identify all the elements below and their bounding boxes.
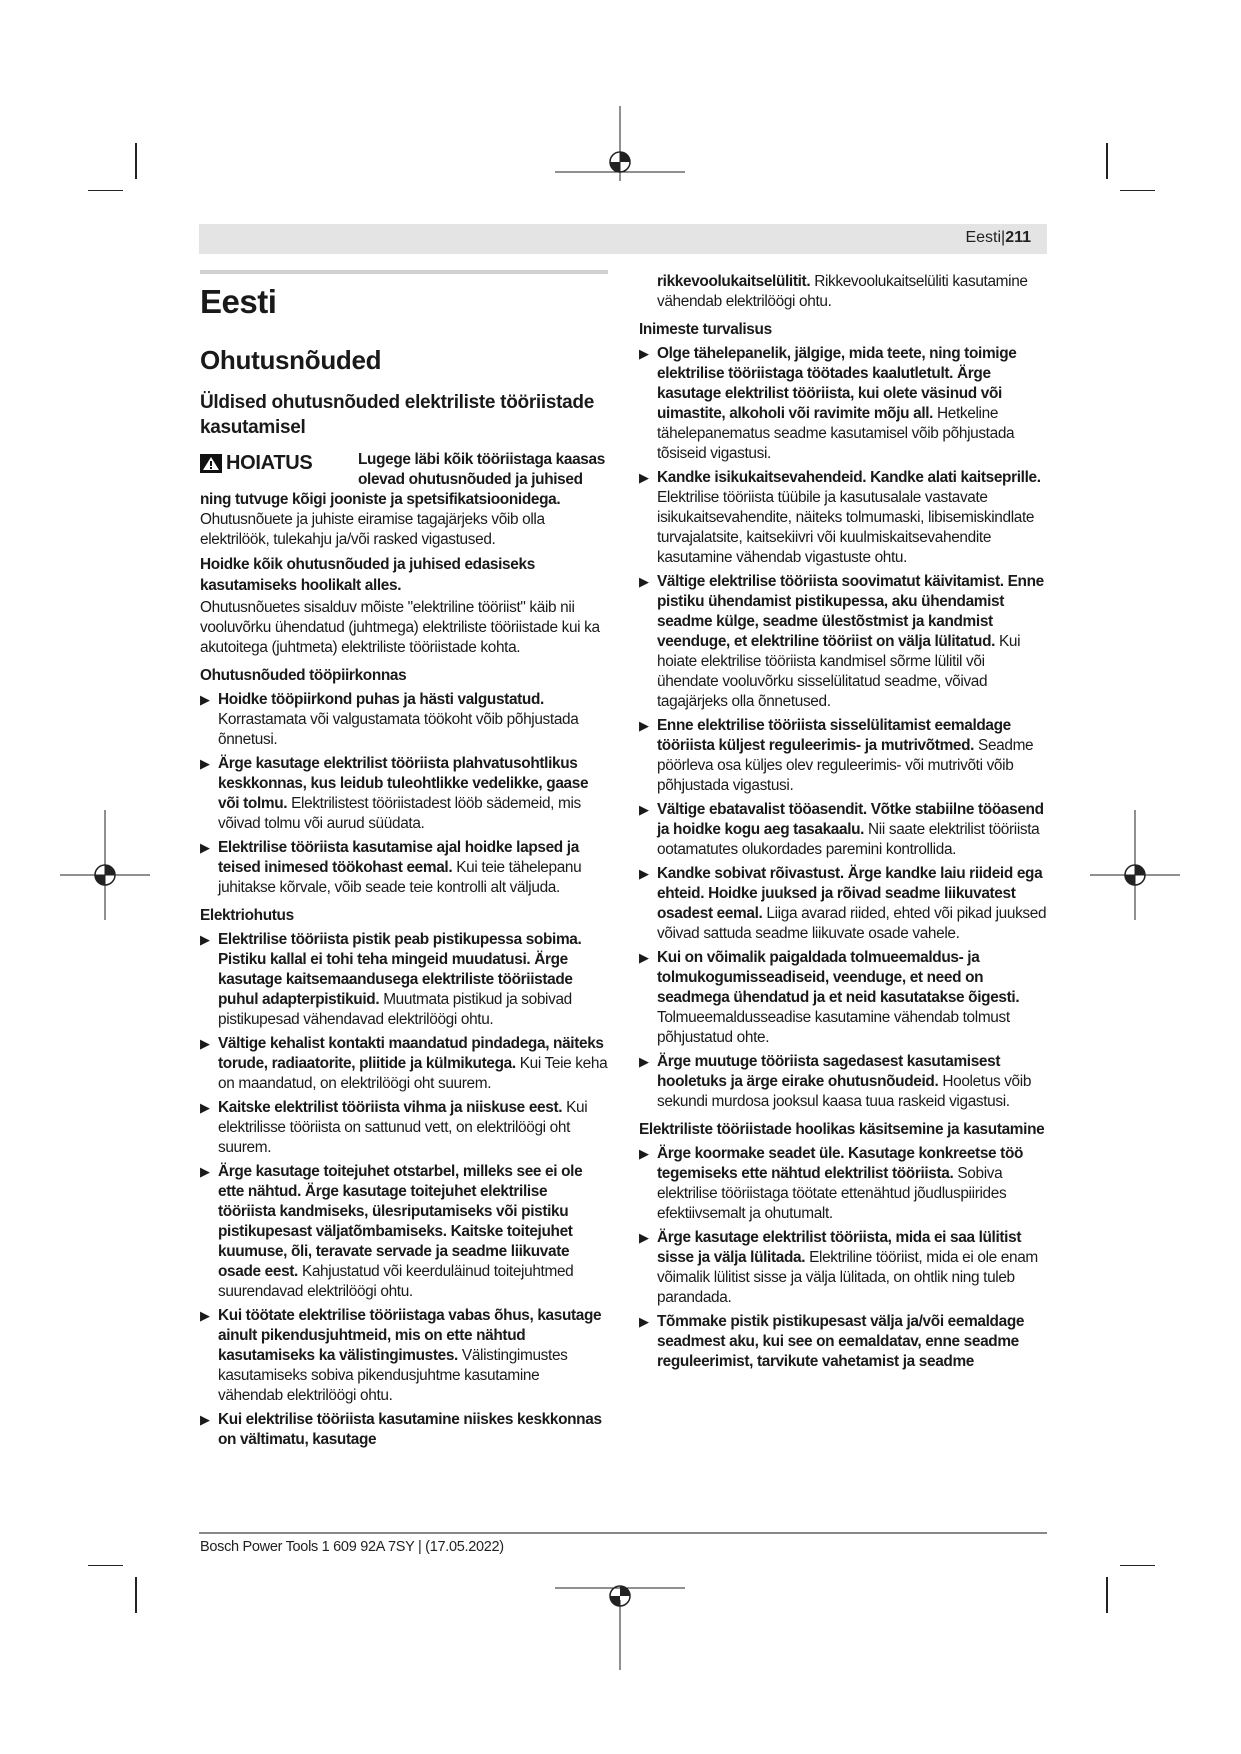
keep-instructions: Hoidke kõik ohutusnõuded ja juhised edasiseks kasutamiseks hoolikalt alles.: [200, 556, 535, 595]
list-item: [200, 838, 608, 898]
bullet-icon: ▶: [200, 692, 210, 708]
header-label: [965, 229, 1031, 247]
item-bold: Hoidke tööpiirkond puhas ja hästi valgustatud.: [218, 691, 544, 709]
registration-mark-icon: [555, 106, 685, 216]
crop-mark: [88, 190, 123, 191]
footer-text: Bosch Power Tools 1 609 92A 7SY | (17.05.2022): [200, 1539, 504, 1555]
electrical-list: [200, 930, 608, 1450]
footer-rule: [199, 1532, 1047, 1534]
electrical-heading: Elektriohutus: [200, 907, 294, 925]
section-rule: [200, 270, 608, 274]
language-title: Eesti: [200, 283, 277, 320]
continuation-paragraph: [639, 272, 1047, 312]
bullet-icon: ▶: [639, 1054, 649, 1069]
bullet-icon: ▶: [200, 1164, 210, 1180]
item-bold: Kui töötate elektrilise tööriistaga vabas õhus, kasutage ainult pikendusjuhtmeid, mis on ette nähtud kasutamiseks ka välistingimustes.: [218, 1307, 602, 1365]
bullet-icon: ▶: [200, 840, 210, 856]
subsection-title: Üldised ohutusnõuded elektriliste tööriistade kasutamisel: [200, 391, 594, 438]
bullet-icon: ▶: [639, 1146, 649, 1161]
item-bold: Olge tähelepanelik, jälgige, mida teete, ning toimige elektrilise tööriistaga töötades kaalutletult. Ärge kasutage elektrilist tööriista, kui olete väsinud või uimastite, alkoholi või ravimite mõju all.: [657, 345, 1017, 422]
warning-text-first: Lugege läbi kõik tööriistaga kaasas olevad ohutusnõuded ja juhised: [358, 451, 605, 489]
crop-mark: [135, 1577, 137, 1613]
list-item: [639, 1052, 1047, 1112]
personal-safety-list: [639, 344, 1047, 1112]
list-item: [200, 1410, 608, 1450]
item-bold: Enne elektrilise tööriista sisselülitamist eemaldage tööriista küljest reguleerimis- ja mutrivõtmed.: [657, 717, 1011, 754]
bullet-icon: ▶: [639, 1230, 649, 1245]
item-bold: Kandke isikukaitsevahendeid. Kandke alati kaitseprille.: [657, 469, 1041, 486]
bullet-icon: ▶: [639, 866, 649, 881]
item-text: Kahjustatud või keerduläinud toitejuhtmed suurendavad elektrilöögi ohtu.: [218, 1263, 574, 1301]
warning-consequence: Ohutusnõuete ja juhiste eiramise tagajärjeks võib olla elektrilöök, tulekahju ja/või rasked vigastused.: [200, 511, 545, 549]
crop-mark: [1120, 1565, 1155, 1566]
warning-block: [200, 450, 608, 490]
crop-mark: [135, 143, 137, 179]
item-bold: Elektrilise tööriista pistik peab pistikupessa sobima. Pistiku kallal ei tohi teha mingeid muudatusi. Ärge kasutage kaitsemaandusega elektriliste tööriistade puhul adapterpistikuid.: [218, 931, 582, 1009]
registration-mark-icon: [60, 810, 150, 920]
item-bold: Vältige ebatavalist tööasendit. Võtke stabiilne tööasend ja hoidke kogu aeg tasakaalu.: [657, 801, 1044, 838]
personal-safety-heading: Inimeste turvalisus: [639, 321, 772, 338]
item-bold: Elektrilise tööriista kasutamise ajal hoidke lapsed ja teised inimesed töökohast eemal.: [218, 839, 579, 877]
item-bold: Ärge kasutage elektrilist tööriista plahvatusohtlikus keskkonnas, kus leidub tuleohtlikke vedelikke, gaase või tolmu.: [218, 755, 589, 813]
item-text: Korrastamata või valgustamata töökoht võib põhjustada õnnetusi.: [218, 711, 579, 749]
item-text: Muutmata pistikud ja sobivad pistikupesad vähendavad elektrilöögi ohtu.: [218, 991, 572, 1029]
list-item: [200, 930, 608, 1030]
crop-mark: [1106, 143, 1108, 179]
item-bold: Ärge koormake seadet üle. Kasutage konkreetse töö tegemiseks ette nähtud elektrilist tööriista.: [657, 1145, 1024, 1182]
list-item: [200, 1098, 608, 1158]
bullet-icon: ▶: [639, 1314, 649, 1329]
warning-triangle-icon: [200, 454, 222, 473]
list-item: [200, 690, 608, 750]
item-text: Kui teie tähelepanu juhitakse kõrvale, võib seade teie kontrolli alt väljuda.: [218, 859, 582, 897]
item-bold: Vältige kehalist kontakti maandatud pindadega, näiteks torude, radiaatorite, pliitide ja külmikutega.: [218, 1035, 604, 1073]
item-text: Välistingimustes kasutamiseks sobiva pikendusjuhtme kasutamine vähendab elektrilöögi ohtu.: [218, 1347, 568, 1405]
item-bold: Ärge kasutage elektrilist tööriista, mida ei saa lülitist sisse ja välja lülitada.: [657, 1229, 1022, 1266]
handling-list: [639, 1144, 1047, 1372]
item-bold: Kaitske elektrilist tööriista vihma ja niiskuse eest.: [218, 1099, 563, 1117]
continuation-text: Rikkevoolukaitselüliti kasutamine vähendab elektrilöögi ohtu.: [657, 273, 1028, 310]
bullet-icon: ▶: [200, 1412, 210, 1428]
registration-mark-icon: [555, 1560, 685, 1670]
tool-definition: Ohutusnõuetes sisalduv mõiste "elektriline tööriist" käib nii vooluvõrku ühendatud (juhtmega) elektriliste tööriistade kui ka akutoitega (juhtmeta) elektriliste tööriistade kohta.: [200, 599, 600, 657]
item-text: Hetkeline tähelepanematus seadme kasutamisel võib põhjustada tõsiseid vigastusi.: [657, 405, 1015, 462]
bullet-icon: ▶: [639, 950, 649, 965]
item-text: Tolmueemaldusseadise kasutamine vähendab tolmust põhjustatud ohte.: [657, 1009, 1010, 1046]
item-text: Elektrilistest tööriistadest lööb sädemeid, mis võivad tolmu või aurud süüdata.: [218, 795, 581, 833]
item-text: Sobiva elektrilise tööriistaga töötate ettenähtud jõudluspiirides efektiivsemalt ja ohutumalt.: [657, 1165, 1007, 1222]
item-bold: Kui elektrilise tööriista kasutamine niiskes keskkonnas on vältimatu, kasutage: [218, 1411, 602, 1449]
bullet-icon: ▶: [200, 1100, 210, 1116]
left-column: [200, 270, 608, 1454]
list-item: [200, 1306, 608, 1406]
list-item: [639, 1228, 1047, 1308]
list-item: [639, 344, 1047, 464]
list-item: [639, 800, 1047, 860]
item-text: Kui elektrilisse tööriista on sattunud vett, on elektrilöögi oht suurem.: [218, 1099, 588, 1157]
registration-mark-icon: [1090, 810, 1180, 920]
item-text: Elektriline tööriist, mida ei ole enam võimalik lülitist sisse ja välja lülitada, on ohtlik ning tuleb parandada.: [657, 1249, 1038, 1306]
header-language: Eesti: [965, 229, 1002, 246]
list-item: [639, 572, 1047, 712]
item-bold: Ärge kasutage toitejuhet otstarbel, milleks see ei ole ette nähtud. Ärge kasutage toitejuhet elektrilise tööriista kandmiseks, ülesriputamiseks või pistiku pistikupesast väljatõmbamiseks. Kaitske toitejuhet kuumuse, õli, teravate servade ja seadme liikuvate osade eest.: [218, 1163, 583, 1281]
list-item: [200, 1162, 608, 1302]
bullet-icon: ▶: [200, 932, 210, 948]
item-text: Seadme pöörleva osa küljes olev reguleerimis- või mutrivõti võib põhjustada vigastusi.: [657, 737, 1034, 794]
item-text: Kui Teie keha on maandatud, on elektrilöögi oht suurem.: [218, 1055, 608, 1093]
list-item: [200, 1034, 608, 1094]
item-bold: Tõmmake pistik pistikupesast välja ja/või eemaldage seadmest aku, kui see on eemaldatav, enne seadme reguleerimist, tarvikute vahetamist ja seadme: [657, 1313, 1025, 1370]
header-separator: |: [1001, 229, 1006, 246]
crop-mark: [88, 1565, 123, 1566]
work-area-list: [200, 690, 608, 898]
warning-text-rest: ning tutvuge kõigi jooniste ja spetsifikatsioonidega.: [200, 491, 561, 509]
bullet-icon: ▶: [200, 1308, 210, 1324]
bullet-icon: ▶: [200, 756, 210, 772]
handling-heading: Elektriliste tööriistade hoolikas käsitsemine ja kasutamine: [639, 1121, 1045, 1138]
list-item: [639, 864, 1047, 944]
bullet-icon: ▶: [639, 346, 649, 361]
list-item: [639, 468, 1047, 568]
right-column: [639, 272, 1047, 1376]
list-item: [639, 1312, 1047, 1372]
item-bold: Vältige elektrilise tööriista soovimatut käivitamist. Enne pistiku ühendamist pistikupessa, aku ühendamist seadme külge, seadme ülestõstmist ja kandmist veenduge, et elektriline tööriist on välja lülitatud.: [657, 573, 1044, 650]
list-item: [639, 948, 1047, 1048]
bullet-icon: ▶: [639, 802, 649, 817]
item-text: Hooletus võib sekundi murdosa jooksul kaasa tuua raskeid vigastusi.: [657, 1073, 1032, 1110]
item-bold: Kui on võimalik paigaldada tolmueemaldus- ja tolmukogumisseadiseid, veenduge, et need on seadmega ühendatud ja et neid kasutatakse õigesti.: [657, 949, 1020, 1006]
bullet-icon: ▶: [200, 1036, 210, 1052]
continuation-bold: rikkevoolukaitselülitit.: [657, 273, 811, 290]
page-number: 211: [1005, 229, 1031, 246]
list-item: [639, 1144, 1047, 1224]
item-text: Elektrilise tööriista tüübile ja kasutusalale vastavate isikukaitsevahendite, näiteks tolmumaski, libisemiskindlate turvajalatsite, kaitsekiivri või kuulmiskaitsevahendite kasutamine vähendab vigastuste ohtu.: [657, 489, 1035, 566]
item-text: Nii saate elektrilist tööriista ootamatutes olukordades paremini kontrollida.: [657, 821, 1040, 858]
page-header: [199, 224, 1047, 254]
bullet-icon: ▶: [639, 718, 649, 733]
bullet-icon: ▶: [639, 470, 649, 485]
crop-mark: [1120, 190, 1155, 191]
item-bold: Ärge muutuge tööriista sagedasest kasutamisest hooletuks ja ärge eirake ohutusnõudeid.: [657, 1053, 1001, 1090]
list-item: [639, 716, 1047, 796]
item-text: Liiga avarad riided, ehted või pikad juuksed võivad sattuda seadme liikuvate osade vahele.: [657, 905, 1047, 942]
item-bold: Kandke sobivat rõivastust. Ärge kandke laiu riideid ega ehteid. Hoidke juuksed ja rõivad seadme liikuvatest osadest eemal.: [657, 865, 1043, 922]
warning-label: [200, 452, 312, 475]
item-text: Kui hoiate elektrilise tööriista kandmisel sõrme lülitil või ühendate vooluvõrku sisselülitatud seadme, võivad tagajärjeks olla õnnetused.: [657, 633, 1021, 710]
section-title: Ohutusnõuded: [200, 345, 382, 376]
work-area-heading: Ohutusnõuded tööpiirkonnas: [200, 667, 407, 685]
bullet-icon: ▶: [639, 574, 649, 589]
crop-mark: [1106, 1577, 1108, 1613]
warning-label-text: HOIATUS: [226, 452, 313, 475]
list-item: [200, 754, 608, 834]
